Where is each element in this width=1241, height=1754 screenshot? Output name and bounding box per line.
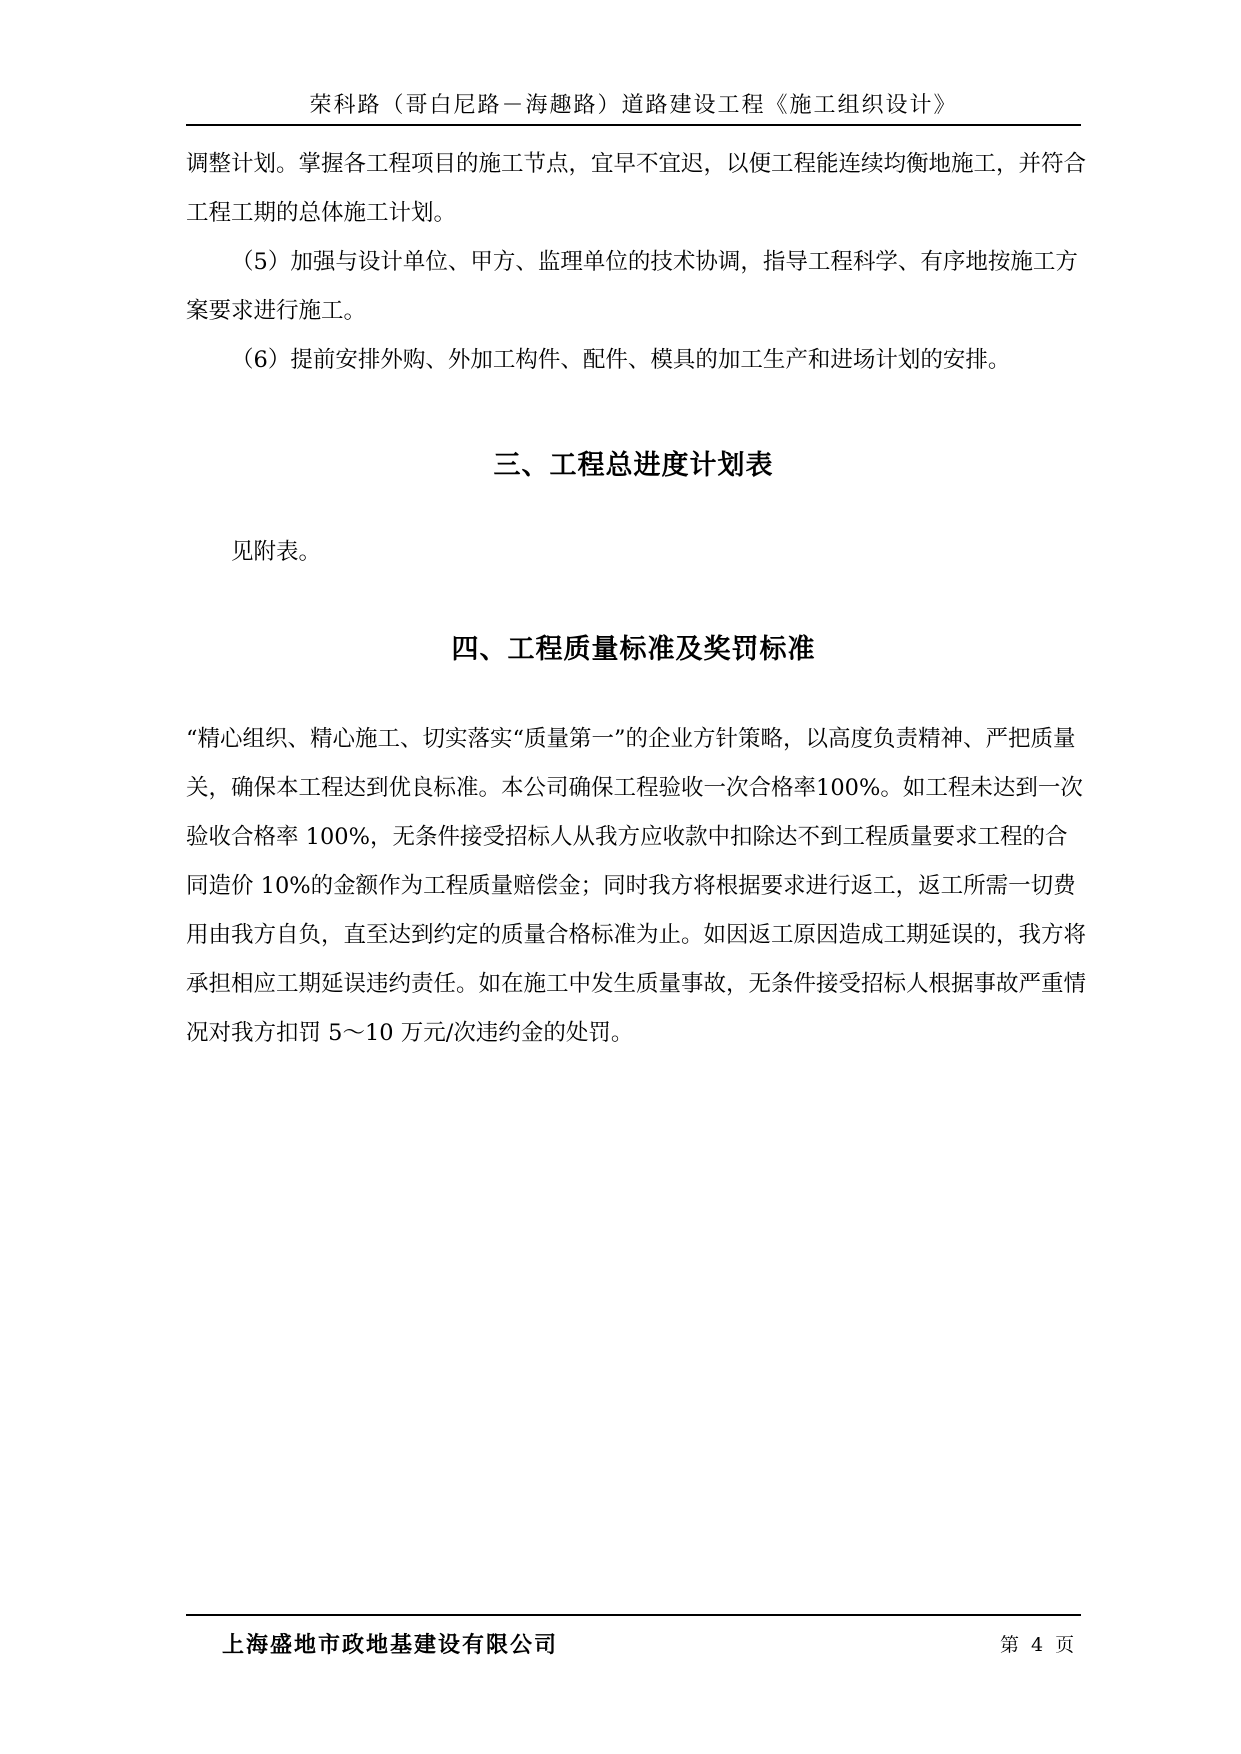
header-divider (186, 124, 1081, 126)
footer-divider (186, 1614, 1081, 1616)
footer-company-name: 上海盛地市政地基建设有限公司 (222, 1633, 559, 1658)
section-4-body (186, 715, 1086, 1058)
paragraph-schedule-adjustment: 调整计划。掌握各工程项目的施工节点，宜早不宜迟，以便工程能连续均衡地施工，并符合工程工期的总体施工计划。 (186, 151, 1087, 226)
page-header-title: 荣科路（哥白尼路－海趣路）道路建设工程《施工组织设计》 (309, 93, 958, 118)
paragraph-item-5: （5）加强与设计单位、甲方、监理单位的技术协调，指导工程科学、有序地按施工方案要求进行施工。 (186, 249, 1078, 324)
section-3-heading: 三、工程总进度计划表 (493, 450, 774, 481)
intro-section (186, 140, 1086, 385)
section-4-heading: 四、工程质量标准及奖罚标准 (451, 634, 816, 665)
footer-page-number: 第 4 页 (1000, 1634, 1078, 1656)
section-3-body (186, 528, 1086, 577)
section-3-text: 见附表。 (231, 539, 322, 565)
paragraph-item-6: （6）提前安排外购、外加工构件、配件、模具的加工生产和进场计划的安排。 (231, 347, 1011, 373)
section-4-text: “精心组织、精心施工、切实落实“质量第一”的企业方针策略，以高度负责精神、严把质量关，确保本工程达到优良标准。本公司确保工程验收一次合格率100%。如工程未达到一次验收合格率 100%，无条件接受招标人从我方应收款中扣除达不到工程质量要求工程的合同造价 10%的金额作为工程质量赔偿金；同时我方将根据要求进行返工，返工所需一切费用由我方自负，直至达到约定的质量合格标准为止。如因返工原因造成工期延误的，我方将承担相应工期延误违约责任。如在施工中发生质量事故，无条件接受招标人根据事故严重情况对我方扣罚 5～10 万元/次违约金的处罚。 (186, 726, 1087, 1046)
